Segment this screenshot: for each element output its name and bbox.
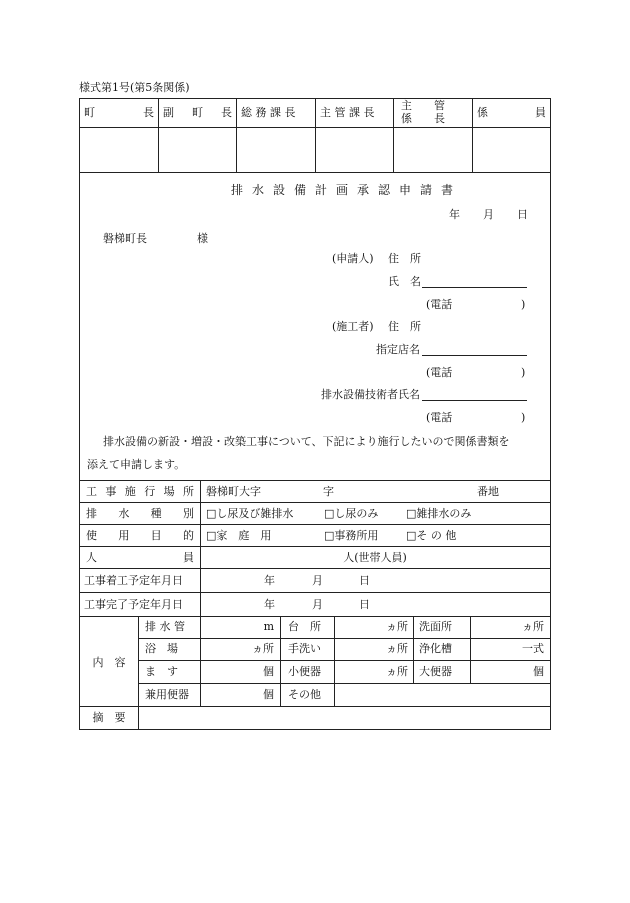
contractor-phone2-label: (電話 — [426, 411, 453, 424]
approval-header-staff: 係 員 — [477, 106, 546, 119]
form-title: 排水設備計画承認申請書 — [231, 183, 463, 197]
purpose-option-office[interactable]: □事務所用 — [324, 529, 379, 542]
contents-unit-urinal: ヵ所 — [386, 665, 408, 678]
purpose-label: 使用目的 — [86, 529, 194, 542]
contents-item-kitchen: 台 所 — [288, 620, 321, 633]
approval-header-sub-chief-bottom: 係 長 — [401, 112, 445, 125]
body-text-line-2: 添えて申請します。 — [87, 458, 186, 471]
contents-item-bath: 浴 場 — [145, 642, 178, 655]
summary-field[interactable] — [140, 708, 548, 728]
contents-label: 内 容 — [92, 656, 126, 669]
applicant-name-field[interactable] — [422, 287, 527, 288]
persons-value: 人(世帯人員) — [343, 551, 407, 564]
addressee-honorific: 様 — [197, 232, 208, 245]
applicant-address-label: 住 所 — [388, 252, 421, 265]
contents-unit-washbasin: ヵ所 — [522, 620, 544, 633]
contractor-phone2-close: ) — [521, 411, 526, 424]
end-date-year: 年 — [264, 598, 275, 611]
applicant-phone-label: (電話 — [426, 298, 453, 311]
start-date-day: 日 — [359, 574, 370, 587]
applicant-role: (申請人) — [332, 252, 374, 265]
date-month: 月 — [483, 208, 494, 221]
engineer-label: 排水設備技術者氏名 — [321, 388, 420, 401]
site-banchi: 番地 — [477, 485, 499, 498]
site-town: 磐梯町大字 — [206, 485, 261, 498]
form-label: 様式第1号(第5条関係) — [79, 81, 190, 94]
drain-type-option-graywater[interactable]: □雑排水のみ — [406, 507, 472, 520]
site-label: 工事施行場所 — [86, 485, 194, 498]
approval-header-deputy-mayor: 副 町 長 — [163, 106, 232, 119]
engineer-name-field[interactable] — [422, 400, 527, 401]
start-date-label: 工事着工予定年月日 — [84, 574, 183, 587]
approval-header-general-affairs: 総 務 課 長 — [241, 106, 296, 119]
contents-item-urinal: 小便器 — [288, 665, 321, 678]
approval-header-sub-chief-top: 主 管 — [401, 99, 445, 112]
date-year: 年 — [449, 208, 460, 221]
start-date-year: 年 — [264, 574, 275, 587]
persons-label: 人員 — [86, 551, 194, 564]
contents-item-toilet: 大便器 — [419, 665, 452, 678]
contents-unit-basin: 個 — [263, 665, 274, 678]
contractor-role: (施工者) — [332, 320, 374, 333]
end-date-month: 月 — [312, 598, 323, 611]
start-date-month: 月 — [312, 574, 323, 587]
contractor-phone-close: ) — [521, 366, 526, 379]
summary-label: 摘 要 — [92, 711, 126, 724]
approval-header-mayor: 町 長 — [84, 106, 154, 119]
contents-item-basin: ま す — [145, 665, 178, 678]
end-date-day: 日 — [359, 598, 370, 611]
end-date-label: 工事完了予定年月日 — [84, 598, 183, 611]
contents-unit-kitchen: ヵ所 — [386, 620, 408, 633]
purpose-option-other[interactable]: □そ の 他 — [406, 529, 457, 542]
applicant-name-label: 氏 名 — [388, 275, 421, 288]
contents-item-septic-tank: 浄化槽 — [419, 642, 452, 655]
contents-unit-toilet: 個 — [533, 665, 544, 678]
drain-type-label: 排水種別 — [86, 507, 194, 520]
approval-header-section-chief: 主 管 課 長 — [320, 106, 375, 119]
contents-unit-septic-tank: 一式 — [522, 642, 544, 655]
contractor-phone-label: (電話 — [426, 366, 453, 379]
contents-unit-bath: ヵ所 — [252, 642, 274, 655]
contents-item-drain-pipe: 排 水 管 — [145, 620, 185, 633]
drain-type-option-sewage[interactable]: □し尿のみ — [324, 507, 379, 520]
contractor-store-field[interactable] — [422, 355, 527, 356]
contractor-address-label: 住 所 — [388, 320, 421, 333]
contents-item-other: その他 — [288, 688, 321, 701]
contractor-store-label: 指定店名 — [376, 343, 420, 356]
site-aza: 字 — [323, 485, 334, 498]
body-text-line-1: 排水設備の新設・増設・改築工事について、下記により施行したいので関係書類を — [103, 435, 510, 448]
addressee-name: 磐梯町長 — [103, 232, 147, 245]
contents-item-washbasin: 洗面所 — [419, 620, 452, 633]
contents-unit-drain-pipe: m — [263, 620, 274, 633]
drain-type-option-both[interactable]: □し尿及び雑排水 — [206, 507, 294, 520]
contents-unit-combined-toilet: 個 — [263, 688, 274, 701]
contents-item-handwash: 手洗い — [288, 642, 321, 655]
contents-item-combined-toilet: 兼用便器 — [145, 688, 189, 701]
purpose-option-home[interactable]: □家 庭 用 — [206, 529, 272, 542]
applicant-phone-close: ) — [521, 298, 526, 311]
date-day: 日 — [517, 208, 528, 221]
contents-unit-handwash: ヵ所 — [386, 642, 408, 655]
